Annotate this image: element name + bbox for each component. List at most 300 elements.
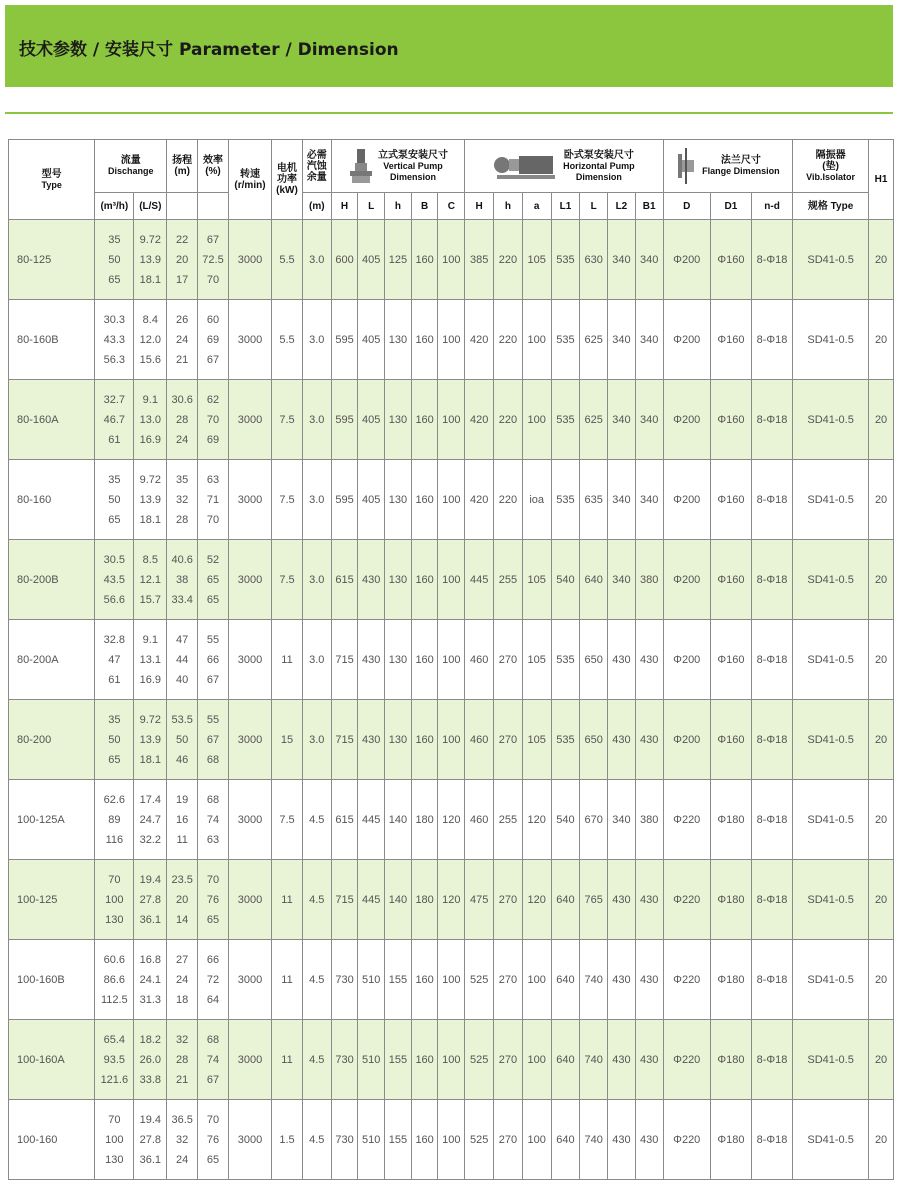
efficiency-cell-value: 67: [206, 733, 220, 746]
horiz-sub-B1: B1: [635, 193, 663, 220]
head-cell-value: 33.4: [171, 593, 193, 606]
horizontal-dim-cell: 650: [580, 700, 608, 780]
flange-sub-D1: D1: [710, 193, 751, 220]
flow-unit-m3h: (m³/h): [95, 193, 134, 220]
vert-sub-C: C: [438, 193, 465, 220]
table-row: [9, 300, 894, 380]
vertical-dim-cell: 730: [331, 940, 358, 1020]
flow-m3h-cell-value: 35: [108, 713, 121, 726]
table-row: [9, 380, 894, 460]
flow-m3h-cell-value: 30.3: [103, 313, 126, 326]
vertical-dim-cell: 615: [331, 780, 358, 860]
vertical-dim-cell: 595: [331, 460, 358, 540]
horizontal-dim-cell: 535: [551, 380, 580, 460]
npsh-cell: 4.5: [302, 940, 331, 1020]
efficiency-cell: [198, 860, 229, 940]
horizontal-dim-cell: 270: [494, 860, 523, 940]
head-cell-value: 32: [176, 1133, 189, 1146]
head-cell: [167, 940, 198, 1020]
head-cell-value: 30.6: [171, 393, 193, 406]
horizontal-dim-cell: 380: [635, 540, 663, 620]
flange-sub-nd: n-d: [751, 193, 792, 220]
flow-m3h-cell-value: 86.6: [103, 973, 126, 986]
header-row-2: [9, 193, 894, 220]
horiz-sub-H: H: [465, 193, 494, 220]
vib-cn2: (垫): [822, 160, 839, 172]
head-cell-value: 35: [176, 473, 189, 486]
vertical-dim-cell: 160: [411, 620, 438, 700]
vertical-dim-cell: 615: [331, 540, 358, 620]
flange-dim-cell: Φ200: [663, 540, 710, 620]
flow-ls-cell-value: 13.9: [139, 733, 162, 746]
efficiency-cell-value: 70: [206, 513, 220, 526]
horizontal-dim-cell: 625: [580, 300, 608, 380]
horizontal-dim-cell: 460: [465, 700, 494, 780]
efficiency-cell: [198, 700, 229, 780]
h1-cell: 20: [869, 460, 894, 540]
npsh-cell: 3.0: [302, 300, 331, 380]
flow-ls-cell: [134, 780, 167, 860]
vertical-dim-cell: 510: [358, 1020, 385, 1100]
speed-cell: 3000: [228, 540, 271, 620]
vertical-dim-cell: 510: [358, 940, 385, 1020]
type-cell: 80-200A: [9, 620, 95, 700]
vertical-dim-cell: 130: [385, 540, 412, 620]
vertical-dim-cell: 160: [411, 1100, 438, 1180]
vertical-dim-cell: 100: [438, 940, 465, 1020]
flange-dim-cell: Φ180: [710, 780, 751, 860]
horizontal-dim-cell: 340: [635, 220, 663, 300]
flow-ls-cell-value: 31.3: [139, 993, 162, 1006]
horizontal-dim-cell: 340: [608, 380, 636, 460]
flow-m3h-cell-value: 61: [108, 433, 121, 446]
head-cell-value: 21: [176, 1073, 189, 1086]
horiz-sub-L1: L1: [551, 193, 580, 220]
flow-m3h-cell: [95, 620, 134, 700]
table-row: [9, 460, 894, 540]
horizontal-dim-cell: 380: [635, 780, 663, 860]
flow-m3h-cell-value: 130: [105, 1153, 124, 1166]
flow-ls-cell-value: 8.5: [142, 553, 158, 566]
efficiency-cell-value: 66: [206, 653, 220, 666]
flange-icon: [676, 148, 698, 184]
table-row: [9, 780, 894, 860]
horizontal-dim-cell: 270: [494, 940, 523, 1020]
speed-cell: 3000: [228, 1100, 271, 1180]
power-cell: 7.5: [272, 780, 303, 860]
type-en: Type: [41, 179, 62, 190]
head-cell-value: 40.6: [171, 553, 193, 566]
horizontal-dim-cell: 625: [580, 380, 608, 460]
vertical-dim-cell: 130: [385, 300, 412, 380]
flow-ls-cell-value: 26.0: [139, 1053, 162, 1066]
flow-ls-cell-value: 19.4: [139, 873, 162, 886]
npsh-cell: 3.0: [302, 540, 331, 620]
vib-en: Vib.Isolator: [806, 171, 856, 182]
flow-m3h-cell: [95, 700, 134, 780]
flange-dim-cell: Φ160: [710, 380, 751, 460]
horizontal-dim-cell: 100: [522, 380, 551, 460]
flow-m3h-cell-value: 121.6: [100, 1073, 129, 1086]
vertical-dim-cell: 160: [411, 220, 438, 300]
horizontal-dim-cell: 105: [522, 540, 551, 620]
flow-ls-cell-value: 15.6: [139, 353, 162, 366]
vertical-dim-cell: 155: [385, 940, 412, 1020]
type-cell: 100-125A: [9, 780, 95, 860]
flange-dim-cell: Φ200: [663, 620, 710, 700]
flow-m3h-cell: [95, 540, 134, 620]
vertical-dim-cell: 160: [411, 380, 438, 460]
horizontal-dim-cell: 650: [580, 620, 608, 700]
efficiency-cell-value: 65: [206, 1153, 220, 1166]
efficiency-cell: [198, 940, 229, 1020]
flow-m3h-cell-value: 60.6: [103, 953, 126, 966]
efficiency-cell-value: 70: [206, 413, 220, 426]
vib-isolator-cell: SD41-0.5: [793, 940, 869, 1020]
horizontal-dim-cell: 670: [580, 780, 608, 860]
flow-ls-cell: [134, 300, 167, 380]
flow-m3h-cell: [95, 1100, 134, 1180]
head-cell-value: 24: [176, 1153, 189, 1166]
vertical-dim-cell: 130: [385, 700, 412, 780]
flow-ls-cell-value: 13.0: [139, 413, 162, 426]
table-row: [9, 700, 894, 780]
h1-cell: 20: [869, 300, 894, 380]
flow-ls-cell-value: 17.4: [139, 793, 162, 806]
vertical-dim-cell: 730: [331, 1020, 358, 1100]
head-cell: [167, 220, 198, 300]
type-cell: 80-200B: [9, 540, 95, 620]
flange-dim-cell: Φ200: [663, 460, 710, 540]
flange-dim-cell: 8-Φ18: [751, 780, 792, 860]
flow-m3h-cell-value: 50: [108, 493, 121, 506]
head-cell: [167, 540, 198, 620]
vertical-dim-cell: 405: [358, 380, 385, 460]
flow-ls-cell-value: 9.1: [142, 633, 158, 646]
horizontal-dim-cell: 430: [635, 700, 663, 780]
npsh-cell: 3.0: [302, 220, 331, 300]
flow-ls-cell-value: 27.8: [139, 1133, 162, 1146]
flow-m3h-cell-value: 62.6: [103, 793, 126, 806]
flange-cn: 法兰尺寸: [720, 155, 761, 166]
efficiency-cell: [198, 540, 229, 620]
head-cell-value: 53.5: [171, 713, 193, 726]
flow-m3h-cell-value: 50: [108, 253, 121, 266]
flange-dim-cell: Φ220: [663, 940, 710, 1020]
vertical-dim-cell: 430: [358, 540, 385, 620]
power-cell: 1.5: [272, 1100, 303, 1180]
efficiency-cell-value: 69: [206, 333, 220, 346]
vertical-dim-cell: 160: [411, 300, 438, 380]
npsh-cn3: 余量: [306, 171, 327, 183]
horizontal-dim-cell: 475: [465, 860, 494, 940]
flange-dim-cell: 8-Φ18: [751, 940, 792, 1020]
flow-ls-cell-value: 27.8: [139, 893, 162, 906]
npsh-cell: 3.0: [302, 620, 331, 700]
head-unit: (m): [174, 166, 190, 177]
flange-dim-cell: Φ160: [710, 460, 751, 540]
efficiency-cell-value: 64: [206, 993, 220, 1006]
head-cell-value: 14: [176, 913, 189, 926]
vertical-dim-cell: 445: [358, 860, 385, 940]
horizontal-dim-cell: 540: [551, 780, 580, 860]
flange-dim-cell: Φ200: [663, 380, 710, 460]
col-vertical-dimension: [331, 140, 465, 193]
flow-m3h-cell-value: 70: [108, 873, 121, 886]
vert-sub-H: H: [331, 193, 358, 220]
horizontal-dim-cell: 255: [494, 540, 523, 620]
flow-m3h-cell-value: 65.4: [103, 1033, 126, 1046]
flow-ls-cell: [134, 1100, 167, 1180]
head-cell-value: 40: [176, 673, 189, 686]
vertical-dim-cell: 600: [331, 220, 358, 300]
vertical-dim-cell: 140: [385, 860, 412, 940]
vertical-dim-cell: 140: [385, 780, 412, 860]
horizontal-dim-cell: 340: [635, 380, 663, 460]
flange-dim-cell: 8-Φ18: [751, 300, 792, 380]
efficiency-cell-value: 65: [206, 593, 220, 606]
table-row: [9, 220, 894, 300]
flange-dim-cell: 8-Φ18: [751, 540, 792, 620]
flow-m3h-cell-value: 93.5: [103, 1053, 126, 1066]
h1-cell: 20: [869, 620, 894, 700]
vib-isolator-cell: SD41-0.5: [793, 620, 869, 700]
horizontal-dim-cell: 105: [522, 620, 551, 700]
flow-ls-cell-value: 15.7: [139, 593, 162, 606]
npsh-cell: 4.5: [302, 780, 331, 860]
flange-dim-cell: Φ160: [710, 300, 751, 380]
table-row: [9, 540, 894, 620]
head-cell: [167, 700, 198, 780]
vertical-dim-cell: 100: [438, 380, 465, 460]
npsh-cn1: 必需: [306, 149, 327, 161]
efficiency-cell-value: 68: [206, 753, 220, 766]
horiz-en2: Dimension: [575, 171, 622, 182]
flow-ls-cell-value: 18.1: [139, 273, 162, 286]
horizontal-dim-cell: 430: [608, 700, 636, 780]
horizontal-dim-cell: 740: [580, 1020, 608, 1100]
head-cell-value: 28: [176, 1053, 189, 1066]
vertical-dim-cell: 100: [438, 460, 465, 540]
horizontal-dim-cell: 340: [608, 540, 636, 620]
flow-ls-cell-value: 16.9: [139, 433, 162, 446]
horizontal-dim-cell: 430: [608, 860, 636, 940]
flow-ls-cell: [134, 620, 167, 700]
efficiency-cell-value: 70: [206, 1113, 220, 1126]
header-row-1: [9, 140, 894, 193]
flange-dim-cell: Φ220: [663, 1100, 710, 1180]
efficiency-cell-value: 55: [206, 713, 220, 726]
vertical-dim-cell: 730: [331, 1100, 358, 1180]
eff-unit: (%): [205, 166, 221, 177]
head-cell-value: 32: [176, 1033, 189, 1046]
flow-ls-cell: [134, 860, 167, 940]
flow-ls-cell-value: 13.1: [139, 653, 162, 666]
horizontal-dim-cell: 105: [522, 700, 551, 780]
type-cell: 100-160B: [9, 940, 95, 1020]
horizontal-dim-cell: 635: [580, 460, 608, 540]
horizontal-dim-cell: 340: [608, 220, 636, 300]
horizontal-dim-cell: 535: [551, 220, 580, 300]
flow-ls-cell: [134, 940, 167, 1020]
vertical-dim-cell: 100: [438, 540, 465, 620]
flow-m3h-cell: [95, 860, 134, 940]
horiz-cn: 卧式泵安装尺寸: [563, 149, 634, 161]
head-cell-value: 44: [176, 653, 189, 666]
speed-cell: 3000: [228, 620, 271, 700]
efficiency-cell-value: 60: [206, 313, 220, 326]
flow-m3h-cell-value: 35: [108, 233, 121, 246]
flow-m3h-cell-value: 89: [108, 813, 121, 826]
flange-dim-cell: Φ160: [710, 620, 751, 700]
type-cell: 80-160: [9, 460, 95, 540]
flange-dim-cell: 8-Φ18: [751, 700, 792, 780]
head-cell-value: 21: [176, 353, 189, 366]
horizontal-dim-cell: 340: [608, 300, 636, 380]
vertical-dim-cell: 510: [358, 1100, 385, 1180]
col-head: [167, 140, 198, 193]
power-cell: 5.5: [272, 220, 303, 300]
horizontal-dim-cell: 525: [465, 1100, 494, 1180]
power-cn2: 功率: [276, 174, 297, 185]
col-type: [9, 140, 95, 220]
flow-ls-cell-value: 32.2: [139, 833, 162, 846]
table-row: [9, 1100, 894, 1180]
head-cell-value: 24: [176, 333, 189, 346]
flange-dim-cell: Φ180: [710, 1100, 751, 1180]
flange-dim-cell: Φ200: [663, 700, 710, 780]
type-cell: 80-125: [9, 220, 95, 300]
flow-m3h-cell: [95, 940, 134, 1020]
horizontal-dim-cell: 640: [580, 540, 608, 620]
speed-cn: 转速: [239, 168, 260, 180]
flow-ls-cell: [134, 220, 167, 300]
vertical-dim-cell: 120: [438, 780, 465, 860]
head-cell-value: 36.5: [171, 1113, 193, 1126]
npsh-cell: 3.0: [302, 460, 331, 540]
col-h1: [869, 140, 894, 220]
horizontal-dim-cell: 120: [522, 780, 551, 860]
vertical-dim-cell: 595: [331, 380, 358, 460]
flow-m3h-cell-value: 32.7: [103, 393, 126, 406]
flow-ls-cell-value: 9.72: [139, 713, 162, 726]
efficiency-cell-value: 76: [206, 893, 220, 906]
flow-m3h-cell-value: 43.5: [103, 573, 126, 586]
head-cell-value: 23.5: [171, 873, 193, 886]
flow-ls-cell: [134, 1020, 167, 1100]
vertical-dim-cell: 180: [411, 780, 438, 860]
vertical-dim-cell: 155: [385, 1100, 412, 1180]
horizontal-dim-cell: 100: [522, 1020, 551, 1100]
efficiency-cell-value: 76: [206, 1133, 220, 1146]
flow-m3h-cell-value: 32.8: [103, 633, 126, 646]
title-banner: [5, 5, 893, 87]
horizontal-dim-cell: 340: [635, 460, 663, 540]
efficiency-cell: [198, 220, 229, 300]
flow-ls-cell-value: 36.1: [139, 1153, 162, 1166]
power-unit: (kW): [276, 185, 298, 196]
h1-cell: 20: [869, 700, 894, 780]
efficiency-cell-value: 66: [206, 953, 220, 966]
horiz-en1: Horizontal Pump: [563, 160, 635, 171]
head-cell-value: 20: [176, 253, 189, 266]
vertical-dim-cell: 160: [411, 1020, 438, 1100]
vertical-dim-cell: 715: [331, 620, 358, 700]
type-cell: 100-160: [9, 1100, 95, 1180]
vertical-dim-cell: 100: [438, 300, 465, 380]
horiz-sub-L2: L2: [608, 193, 636, 220]
flow-ls-cell-value: 19.4: [139, 1113, 162, 1126]
head-cell: [167, 460, 198, 540]
vertical-dim-cell: 715: [331, 860, 358, 940]
horizontal-dim-cell: 740: [580, 940, 608, 1020]
flange-dim-cell: 8-Φ18: [751, 380, 792, 460]
flange-dim-cell: Φ160: [710, 220, 751, 300]
h1-cell: 20: [869, 780, 894, 860]
head-cell-value: 24: [176, 973, 189, 986]
power-cn1: 电机: [276, 163, 297, 174]
head-cell-value: 47: [176, 633, 189, 646]
horizontal-dim-cell: 430: [635, 860, 663, 940]
flow-ls-cell-value: 36.1: [139, 913, 162, 926]
head-cell-value: 32: [176, 493, 189, 506]
efficiency-cell: [198, 620, 229, 700]
npsh-cell: 3.0: [302, 700, 331, 780]
power-cell: 7.5: [272, 460, 303, 540]
flow-m3h-cell-value: 46.7: [103, 413, 126, 426]
horizontal-dim-cell: 340: [608, 780, 636, 860]
horizontal-dim-cell: 460: [465, 780, 494, 860]
vertical-dim-cell: 120: [438, 860, 465, 940]
horizontal-dim-cell: 120: [522, 860, 551, 940]
flow-m3h-cell: [95, 300, 134, 380]
head-cell-value: 17: [176, 273, 189, 286]
vertical-dim-cell: 160: [411, 700, 438, 780]
flow-m3h-cell-value: 65: [108, 513, 121, 526]
flow-m3h-cell-value: 116: [105, 833, 124, 846]
vert-en1: Vertical Pump: [383, 160, 443, 171]
col-vib-isolator: [793, 140, 869, 193]
head-cell: [167, 1100, 198, 1180]
flow-ls-cell-value: 9.72: [139, 473, 162, 486]
horizontal-dim-cell: 430: [608, 1100, 636, 1180]
flow-ls-cell: [134, 380, 167, 460]
flow-m3h-cell: [95, 460, 134, 540]
table-row: [9, 620, 894, 700]
flow-ls-cell-value: 12.1: [139, 573, 162, 586]
efficiency-cell: [198, 300, 229, 380]
horizontal-dim-cell: 535: [551, 300, 580, 380]
speed-cell: 3000: [228, 780, 271, 860]
flange-dim-cell: Φ200: [663, 300, 710, 380]
efficiency-cell-value: 70: [206, 273, 220, 286]
flow-m3h-cell-value: 30.5: [103, 553, 126, 566]
head-cell-value: 28: [176, 513, 189, 526]
horiz-sub-a: a: [522, 193, 551, 220]
efficiency-cell-value: 68: [206, 793, 220, 806]
vertical-dim-cell: 405: [358, 460, 385, 540]
speed-cell: 3000: [228, 1020, 271, 1100]
flange-dim-cell: Φ200: [663, 220, 710, 300]
type-cell: 80-160A: [9, 380, 95, 460]
h1-cell: 20: [869, 220, 894, 300]
vib-isolator-cell: SD41-0.5: [793, 460, 869, 540]
vertical-dim-cell: 715: [331, 700, 358, 780]
flange-dim-cell: 8-Φ18: [751, 1020, 792, 1100]
vib-isolator-cell: SD41-0.5: [793, 220, 869, 300]
type-cell: 80-160B: [9, 300, 95, 380]
power-cell: 11: [272, 1020, 303, 1100]
